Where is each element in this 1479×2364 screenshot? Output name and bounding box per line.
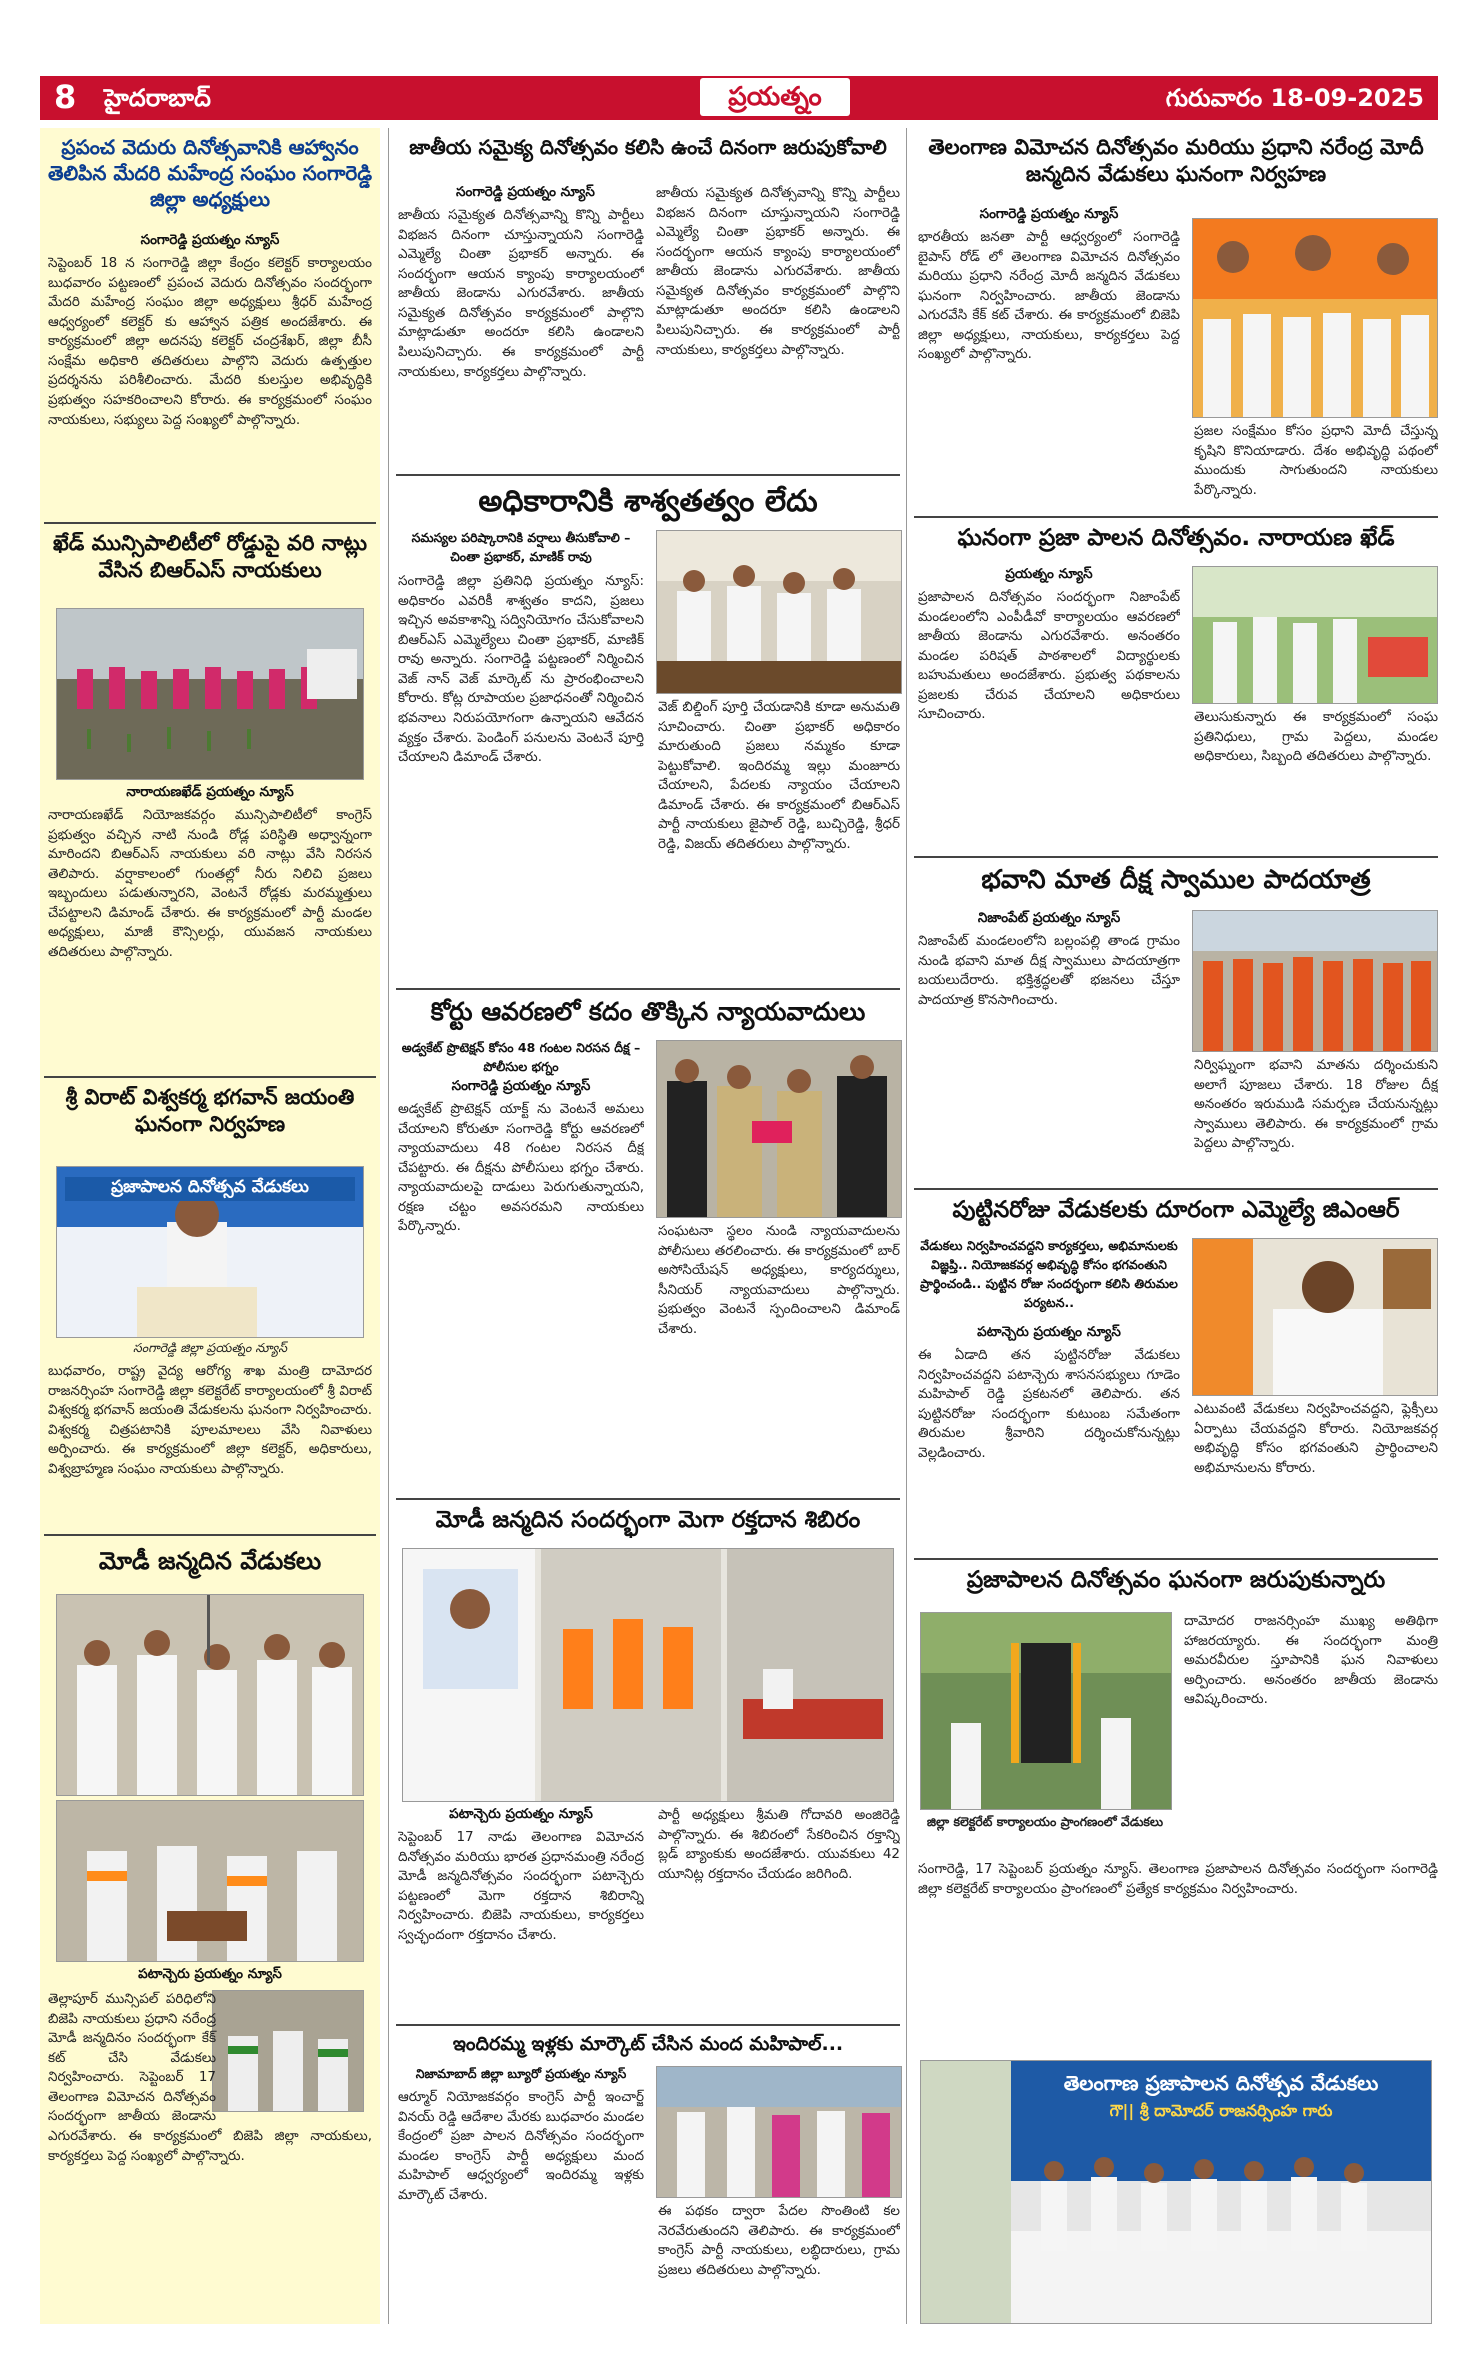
- divider: [396, 1498, 900, 1500]
- article-body: వెజ్ బిల్డింగ్ పూర్తి చేయడానికి కూడా అనుమతి సూచించారు. చింతా ప్రభాకర్ అధికారం మారుతుంది ప్రజలు నమ్మకం కూడా పెట్టుకోవాలి. ఇందిరమ్మ ఇల్లు మంజూరు చేయాలని, పేదలకు న్యాయం చేయాలని డిమాండ్ చేశారు. ఈ కార్యక్రమంలో బిఆర్ఎస్ పార్టీ నాయకులు జైపాల్ రెడ్డి, బుచ్చిరెడ్డి, శ్రీధర్ రెడ్డి, విజయ్ తదితరులు పాల్గొన్నారు.: [658, 699, 900, 852]
- newspaper-logo: ప్రయత్నం: [700, 78, 850, 116]
- column-divider: [388, 128, 389, 2324]
- article-body: నిర్విఘ్నంగా భవాని మాతను దర్శించుకుని అలాగే పూజలు చేశారు. 18 రోజుల దీక్ష అనంతరం ఇరుముడి సమర్పణ చేయనున్నట్లు స్వాములు తెలిపారు. ఈ కార్యక్రమంలో గ్రామ పెద్దలు పాల్గొన్నారు.: [1194, 1057, 1438, 1152]
- headline-bhavani-padayatra: భవాని మాత దీక్ష స్వాముల పాదయాత్ర: [981, 865, 1371, 895]
- photo-cake-cutting: [56, 1800, 364, 1962]
- headline-advocates-protest: కోర్టు ఆవరణలో కదం తొక్కిన న్యాయవాదులు: [430, 997, 866, 1026]
- photo-blood-camp: [402, 1548, 894, 1802]
- divider: [396, 2024, 900, 2026]
- article-body: ఈ పథకం ద్వారా పేదల సొంతింటి కల నెరవేరుతుందని తెలిపారు. ఈ కార్యక్రమంలో కాంగ్రెస్ పార్టీ నాయకులు, లబ్ధిదారులు, గ్రామ ప్రజలు తదితరులు పాల్గొన్నారు.: [658, 2203, 900, 2278]
- byline: సంగారెడ్డి ప్రయత్నం న్యూస్: [979, 206, 1119, 222]
- headline-national-unity: జాతీయ సమైక్య దినోత్సవం కలిసి ఉంచే దినంగా జరుపుకోవాలి: [409, 135, 887, 159]
- article-body: ప్రజల సంక్షేమం కోసం ప్రధాని మోదీ చేస్తున్న కృషిని కొనియాడారు. దేశం అభివృద్ధి పథంలో ముందుకు సాగుతుందని నాయకులు పేర్కొన్నారు.: [1194, 423, 1438, 498]
- divider: [914, 1558, 1438, 1560]
- article-body: నారాయణఖేడ్ నియోజకవర్గం మున్సిపాలిటీలో కాంగ్రెస్ ప్రభుత్వం వచ్చిన నాటి నుండి రోడ్ల పరిస్థితి అధ్వాన్నంగా మారిందని బిఆర్ఎస్ నాయకులు వరి నాట్లు వేసి నిరసన తెలిపారు. వర్షాకాలంలో గుంతల్లో నీరు నిలిచి ప్రజలు ఇబ్బందులు పడుతున్నారని, వెంటనే రోడ్లకు మరమ్మత్తులు చేపట్టాలని డిమాండ్ చేశారు. ఈ కార్యక్రమంలో పార్టీ మండల అధ్యక్షులు, మాజీ కౌన్సిలర్లు, యువజన నాయకులు తదితరులు పాల్గొన్నారు.: [48, 807, 372, 960]
- headline-prajapalana-collectorate: ప్రజాపాలన దినోత్సవం ఘనంగా జరుపుకున్నారు: [966, 1567, 1386, 1593]
- divider: [914, 856, 1438, 858]
- float-spacer: [216, 1990, 372, 2114]
- issue-date: గురువారం 18-09-2025: [1165, 84, 1424, 112]
- divider: [44, 522, 376, 524]
- photo-vishwakarma: [56, 1166, 364, 1338]
- article-body: జాతీయ సమైక్యత దినోత్సవాన్ని కొన్ని పార్టీలు విభజన దినంగా చూస్తున్నాయని సంగారెడ్డి ఎమ్మెల్యే చింతా ప్రభాకర్ అన్నారు. ఈ సందర్భంగా ఆయన క్యాంపు కార్యాలయంలో జాతీయ జెండాను ఎగురవేశారు. జాతీయ సమైక్యత దినోత్సవం కార్యక్రమంలో పాల్గొని మాట్లాడుతూ అందరూ కలిసి ఉండాలని పిలుపునిచ్చారు. ఈ కార్యక్రమంలో పార్టీ నాయకులు, కార్యకర్తలు పాల్గొన్నారు.: [398, 207, 644, 380]
- article-text: తెల్లాపూర్ మున్సిపల్ పరిధిలోని బిజెపి నాయకులు ప్రధాని నరేంద్ర మోడీ జన్మదినం సందర్భంగా కేక్ కట్ చేసి వేడుకలు నిర్వహించారు. సెప్టెంబర్ 17 తెలంగాణ విమోచన దినోత్సవం సందర్భంగా జాతీయ జెండాను ఎగురవేశారు. ఈ కార్యక్రమంలో బిజెపి జిల్లా నాయకులు, కార్యకర్తలు పెద్ద సంఖ్యలో పాల్గొన్నారు.: [48, 1991, 372, 2164]
- headline-indiramma-houses: ఇందిరమ్మ ఇళ్లకు మార్కౌట్ చేసిన మంద మహిపాల్...: [452, 2033, 844, 2055]
- byline: ప్రయత్నం న్యూస్: [1005, 566, 1093, 582]
- photo-caption: జిల్లా కలెక్టరేట్ కార్యాలయం ప్రాంగణంలో వేడుకలు: [926, 1814, 1164, 1829]
- article-body: సెప్టెంబర్ 17 నాడు తెలంగాణ విమోచన దినోత్సవం మరియు భారత ప్రధానమంత్రి నరేంద్ర మోడీ జన్మదినోత్సవం సందర్భంగా పటాన్చెరు పట్టణంలో మెగా రక్తదాన శిబిరాన్ని నిర్వహించారు. బిజెపి నాయకులు, కార్యకర్తలు స్వచ్ఛందంగా రక్తదానం చేశారు.: [398, 1829, 644, 1943]
- article-body: బుధవారం, రాష్ట్ర వైద్య ఆరోగ్య శాఖ మంత్రి దామోదర రాజనర్సింహ సంగారెడ్డి జిల్లా కలెక్టరేట్ కార్యాలయంలో శ్రీ విరాట్ విశ్వకర్మ భగవాన్ జయంతి వేడుకలను ఘనంగా నిర్వహించారు. విశ్వకర్మ చిత్రపటానికి పూలమాలలు వేసి నివాళులు అర్పించారు. ఈ కార్యక్రమంలో జిల్లా కలెక్టర్, అధికారులు, విశ్వబ్రాహ్మణ సంఘం నాయకులు పాల్గొన్నారు.: [48, 1363, 372, 1477]
- photo-school-event: [1192, 566, 1438, 704]
- edition-city: హైదరాబాద్: [104, 84, 211, 112]
- byline: నిజాంపేట్ ప్రయత్నం న్యూస్: [977, 910, 1121, 926]
- byline: పటాన్చెరు ప్రయత్నం న్యూస్: [138, 1966, 282, 1982]
- photo-salute: [56, 1594, 364, 1796]
- article-body: ప్రజాపాలన దినోత్సవం సందర్భంగా నిజాంపేట్ మండలంలోని ఎంపీడీవో కార్యాలయం ఆవరణలో జాతీయ జెండాను ఎగురవేశారు. అనంతరం మండల పరిషత్ పాఠశాలలో విద్యార్థులకు బహుమతులు అందజేశారు. ప్రభుత్వ పథకాలను ప్రజలకు చేరువ చేయాలని అధికారులు సూచించారు.: [918, 589, 1180, 723]
- article-body: ఎటువంటి వేడుకలు నిర్వహించవద్దని, ఫ్లెక్సీలు ఏర్పాటు చేయవద్దని కోరారు. నియోజకవర్గ అభివృద్ధి కోసం భగవంతుని ప్రార్థించాలని అభిమానులను కోరారు.: [1194, 1401, 1438, 1476]
- photo-road-protest: [56, 608, 364, 780]
- photo-martyrs-memorial: [920, 1612, 1172, 1810]
- byline: పటాన్చెరు ప్రయత్నం న్యూస్: [977, 1324, 1121, 1340]
- photo-bjp-event: [1192, 218, 1438, 418]
- article-body: ఆర్మూర్ నియోజకవర్గం కాంగ్రెస్ పార్టీ ఇంచార్జ్ వినయ్ రెడ్డి ఆదేశాల మేరకు బుధవారం మండల కేంద్రంలో ప్రజా పాలన దినోత్సవం సందర్భంగా మండల కాంగ్రెస్ పార్టీ అధ్యక్షులు మంద మహిపాల్ ఆధ్వర్యంలో ఇందిరమ్మ ఇళ్లకు మార్కౌట్ చేశారు.: [398, 2089, 644, 2203]
- stage-banner-subtitle: గౌ|| శ్రీ దామోదర్ రాజనర్సింహ గారు: [1109, 2101, 1333, 2120]
- photo-padayatra: [1192, 910, 1438, 1052]
- photo-housing: [656, 2066, 902, 2198]
- article-body: దామోదర రాజనర్సింహ ముఖ్య అతిథిగా హాజరయ్యారు. ఈ సందర్భంగా మంత్రి అమరవీరుల స్తూపానికి ఘన నివాళులు అర్పించారు. అనంతరం జాతీయ జెండాను ఆవిష్కరించారు.: [1184, 1613, 1438, 1708]
- divider: [396, 988, 900, 990]
- photo-banner-text: ప్రజాపాలన దినోత్సవ వేడుకలు: [65, 1177, 355, 1201]
- divider: [914, 1188, 1438, 1190]
- subheadline: సమస్యల పరిష్కారానికి వర్షాలు తీసుకోవాలి – చింతా ప్రభాకర్, మాణిక్ రావు: [411, 530, 631, 564]
- article-body: నిజాంపేట్ మండలంలోని బల్లంపల్లి తాండ గ్రామం నుండి భవాని మాత దీక్ష స్వాములు పాదయాత్రగా బయలుదేరారు. భక్తిశ్రద్ధలతో భజనలు చేస్తూ పాదయాత్ర కొనసాగించారు.: [918, 933, 1180, 1008]
- headline-mla-birthday: పుట్టినరోజు వేడుకలకు దూరంగా ఎమ్మెల్యే జిఎంఆర్: [952, 1197, 1400, 1223]
- headline-road-protest: ఖేడ్ మున్సిపాలిటీలో రోడ్డుపై వరి నాట్లు వేసిన బిఆర్ఎస్ నాయకులు: [52, 531, 368, 583]
- byline: పటాన్చెరు ప్రయత్నం న్యూస్: [449, 1806, 593, 1822]
- subheadline: అడ్వకేట్ ప్రొటెక్షన్ కోసం 48 గంటల నిరసన దీక్ష – పోలీసుల భగ్నం: [401, 1040, 641, 1074]
- photo-meeting: [656, 530, 902, 694]
- byline: సంగారెడ్డి ప్రయత్నం న్యూస్: [140, 232, 280, 248]
- headline-liberation-day: తెలంగాణ విమోచన దినోత్సవం మరియు ప్రధాని నరేంద్ర మోదీ జన్మదిన వేడుకలు ఘనంగా నిర్వహణ: [928, 135, 1424, 187]
- photo-advocates: [656, 1040, 902, 1218]
- byline: నారాయణఖేడ్ ప్రయత్నం న్యూస్: [126, 784, 294, 800]
- article-body: సంగారెడ్డి, 17 సెప్టెంబర్ ప్రయత్నం న్యూస్. తెలంగాణ ప్రజాపాలన దినోత్సవం సందర్భంగా సంగారెడ్డి జిల్లా కలెక్టరేట్ కార్యాలయం ప్రాంగణంలో ప్రత్యేక కార్యక్రమం నిర్వహించారు.: [918, 1861, 1438, 1897]
- headline-vishwakarma: శ్రీ విరాట్ విశ్వకర్మ భగవాన్ జయంతి ఘనంగా నిర్వహణ: [65, 1085, 355, 1137]
- article-body: సంగారెడ్డి జిల్లా ప్రతినిధి ప్రయత్నం న్యూస్: అధికారం ఎవరికీ శాశ్వతం కాదని, ప్రజలు ఇచ్చిన అవకాశాన్ని సద్వినియోగం చేసుకోవాలని బిఆర్ఎస్ ఎమ్మెల్యేలు చింతా ప్రభాకర్, మాణిక్ రావు అన్నారు. సంగారెడ్డి పట్టణంలో నిర్మించిన వెజ్ నాన్ వెజ్ మార్కెట్ ను ప్రారంభించాలని కోరారు. కోట్ల రూపాయల ప్రజాధనంతో నిర్మించిన భవనాలు నిరుపయోగంగా ఉన్నాయని ఆవేదన వ్యక్తం చేశారు. పెండింగ్ పనులను వెంటనే పూర్తి చేయాలని డిమాండ్ చేశారు.: [398, 573, 644, 766]
- divider: [396, 474, 900, 476]
- masthead-bar: [40, 76, 1438, 120]
- photo-caption: సంగారెడ్డి జిల్లా ప్రయత్నం న్యూస్: [133, 1340, 287, 1355]
- divider: [914, 516, 1438, 518]
- headline-modi-birthday: మోడీ జన్మదిన వేడుకలు: [98, 1547, 322, 1575]
- article-body: ఈ ఏడాది తన పుట్టినరోజు వేడుకలు నిర్వహించవద్దని పటాన్చెరు శాసనసభ్యులు గూడెం మహిపాల్ రెడ్డి ప్రకటనలో తెలిపారు. తన పుట్టినరోజు సందర్భంగా కుటుంబ సమేతంగా తిరుమల శ్రీవారిని దర్శించుకోనున్నట్లు వెల్లడించారు.: [918, 1347, 1180, 1461]
- page-number: 8: [54, 78, 77, 116]
- article-text: జాతీయ సమైక్యత దినోత్సవాన్ని కొన్ని పార్టీలు విభజన దినంగా చూస్తున్నాయని సంగారెడ్డి ఎమ్మెల్యే చింతా ప్రభాకర్ అన్నారు. ఈ సందర్భంగా ఆయన క్యాంపు కార్యాలయంలో జాతీయ జెండాను ఎగురవేశారు. జాతీయ సమైక్యత దినోత్సవం కార్యక్రమంలో పాల్గొని మాట్లాడుతూ అందరూ కలిసి ఉండాలని పిలుపునిచ్చారు. ఈ కార్యక్రమంలో పార్టీ నాయకులు, కార్యకర్తలు పాల్గొన్నారు.: [656, 185, 900, 358]
- photo-mla-portrait: [1192, 1238, 1438, 1396]
- divider: [44, 1534, 376, 1536]
- subheadline: వేడుకలు నిర్వహించవద్దని కార్యకర్తలు, అభిమానులకు విజ్ఞప్తి.. నియోజకవర్గ అభివృద్ధి కోసం భగవంతుని ప్రార్థించండి.. పుట్టిన రోజు సందర్భంగా కలిసి తిరుమల పర్యటన..: [920, 1238, 1178, 1310]
- byline: సంగారెడ్డి ప్రయత్నం న్యూస్: [456, 184, 595, 200]
- article-body: అడ్వకేట్ ప్రొటెక్షన్ యాక్ట్ ను వెంటనే అమలు చేయాలని కోరుతూ సంగారెడ్డి కోర్టు ఆవరణలో న్యాయవాదులు 48 గంటల నిరసన దీక్ష చేపట్టారు. ఈ దీక్షను పోలీసులు భగ్నం చేశారు. న్యాయవాదులపై దాడులు పెరుగుతున్నాయని, రక్షణ చట్టం అవసరమని నాయకులు పేర్కొన్నారు.: [398, 1101, 644, 1235]
- article-body: పార్టీ అధ్యక్షులు శ్రీమతి గోదావరి అంజిరెడ్డి పాల్గొన్నారు. ఈ శిబిరంలో సేకరించిన రక్తాన్ని బ్లడ్ బ్యాంకుకు అందజేశారు. యువకులు 42 యూనిట్ల రక్తదానం చేయడం జరిగింది.: [658, 1807, 900, 1882]
- article-body: సంఘటనా స్థలం నుండి న్యాయవాదులను పోలీసులు తరలించారు. ఈ కార్యక్రమంలో బార్ అసోసియేషన్ అధ్యక్షులు, కార్యదర్శులు, సీనియర్ న్యాయవాదులు పాల్గొన్నారు. ప్రభుత్వం వెంటనే స్పందించాలని డిమాండ్ చేశారు.: [658, 1223, 900, 1337]
- article-body: [656, 184, 900, 468]
- article-body: సెప్టెంబర్ 18 న సంగారెడ్డి జిల్లా కేంద్రం కలెక్టర్ కార్యాలయం బుధవారం పట్టణంలో ప్రపంచ వెదురు దినోత్సవం సందర్భంగా మేదరి మహేంద్ర సంఘం జిల్లా అధ్యక్షులు శ్రీధర్ మహేంద్ర ఆధ్వర్యంలో కలెక్టర్ కు ఆహ్వాన పత్రిక అందజేశారు. ఈ కార్యక్రమంలో జిల్లా అదనపు కలెక్టర్ చంద్రశేఖర్, జిల్లా బీసీ సంక్షేమ అధికారి తదితరులు పాల్గొని వెదురు ఉత్పత్తుల ప్రదర్శనను పరిశీలించారు. మేదరి కులస్తుల అభివృద్ధికి ప్రభుత్వం సహకరించాలని కోరారు. ఈ కార్యక్రమంలో సంఘం నాయకులు, సభ్యులు పెద్ద సంఖ్యలో పాల్గొన్నారు.: [48, 255, 372, 428]
- headline-bamboo-day: ప్రపంచ వెదురు దినోత్సవానికి ఆహ్వానం తెలిపిన మేదరి మహేంద్ర సంఘం సంగారెడ్డి జిల్లా అధ్యక్షులు: [47, 135, 373, 211]
- headline-power-not-permanent: అధికారానికి శాశ్వతత్వం లేదు: [478, 484, 818, 519]
- divider: [44, 1076, 376, 1078]
- photo-stage-event: [920, 2060, 1432, 2324]
- column-divider: [906, 128, 907, 2324]
- article-body: తెలుసుకున్నారు ఈ కార్యక్రమంలో సంఘ ప్రతినిధులు, గ్రామ పెద్దలు, మండల అధికారులు, సిబ్బంది తదితరులు పాల్గొన్నారు.: [1194, 709, 1438, 765]
- headline-prajapalana-khed: ఘనంగా ప్రజా పాలన దినోత్సవం. నారాయణ ఖేడ్: [957, 525, 1395, 551]
- stage-banner-title: తెలంగాణ ప్రజాపాలన దినోత్సవ వేడుకలు: [1063, 2071, 1379, 2095]
- byline: సంగారెడ్డి ప్రయత్నం న్యూస్: [451, 1078, 591, 1094]
- article-body: [48, 1990, 372, 2310]
- byline: నిజామాబాద్ జిల్లా బ్యూరో ప్రయత్నం న్యూస్: [415, 2066, 627, 2081]
- headline-blood-donation: మోడీ జన్మదిన సందర్భంగా మెగా రక్తదాన శిబిరం: [435, 1507, 861, 1533]
- article-body: భారతీయ జనతా పార్టీ ఆధ్వర్యంలో సంగారెడ్డి బైపాస్ రోడ్ లో తెలంగాణ విమోచన దినోత్సవం మరియు ప్రధాని నరేంద్ర మోదీ జన్మదిన వేడుకలు ఘనంగా నిర్వహించారు. జాతీయ జెండాను ఎగురవేసి కేక్ కట్ చేశారు. ఈ కార్యక్రమంలో బిజెపి జిల్లా అధ్యక్షులు, నాయకులు, కార్యకర్తలు పెద్ద సంఖ్యలో పాల్గొన్నారు.: [918, 229, 1180, 363]
